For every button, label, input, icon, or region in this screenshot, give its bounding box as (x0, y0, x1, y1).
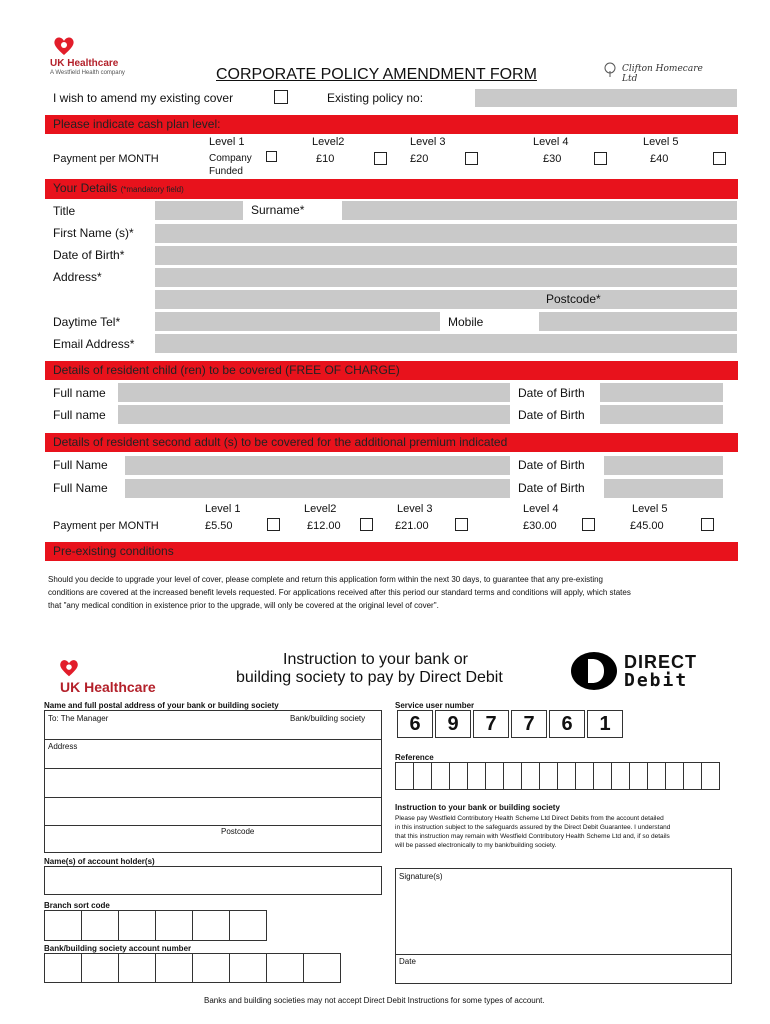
adult-level-2-checkbox[interactable] (360, 518, 373, 531)
dd-address-label: Address (48, 742, 78, 751)
service-user-digit: 1 (587, 710, 623, 738)
acctnum-cell[interactable] (192, 953, 230, 983)
partner-name: Clifton Homecare Ltd (622, 64, 703, 84)
service-user-number (397, 710, 627, 740)
adult-level-5-checkbox[interactable] (701, 518, 714, 531)
your-details-title: Your Details (53, 181, 118, 195)
adult-2-name-field[interactable] (125, 479, 510, 498)
refboxes-cell[interactable] (575, 762, 594, 790)
acctnum-cell[interactable] (155, 953, 193, 983)
mobile-label: Mobile (448, 315, 484, 329)
refboxes-cell[interactable] (431, 762, 450, 790)
heart-logo-icon (52, 34, 76, 58)
direct-debit-mark-icon (570, 651, 618, 691)
first-name-field[interactable] (155, 224, 737, 243)
dob-field[interactable] (155, 246, 737, 265)
children-header: Details of resident child (ren) to be covered (FREE OF CHARGE) (45, 361, 738, 380)
refboxes-cell[interactable] (701, 762, 720, 790)
adult-level-5-label: Level 5 (632, 503, 668, 515)
preexisting-text-1: Should you decide to upgrade your level of cover, please complete and return this application form within the next 30 days, to guarantee that any pre-existing (48, 575, 604, 584)
acctnum-cell[interactable] (229, 953, 267, 983)
direct-debit-logo (570, 650, 736, 692)
first-name-label: First Name (s)* (53, 226, 134, 240)
service-user-digit: 9 (435, 710, 471, 738)
reference-boxes[interactable] (395, 762, 731, 790)
account-holders-label: Name(s) of account holder(s) (44, 857, 155, 866)
refboxes-cell[interactable] (539, 762, 558, 790)
child-2-name-label: Full name (53, 408, 106, 422)
adult-1-name-field[interactable] (125, 456, 510, 475)
instruction-text-2: in this instruction subject to the safeguards assured by the Direct Debit Guarantee. I understand (395, 824, 671, 831)
instruction-text-4: will be passed electronically to my bank/building society. (395, 842, 557, 849)
sortcode-cell[interactable] (155, 910, 193, 941)
cash-plan-level-1-price: Company (209, 153, 252, 164)
refboxes-cell[interactable] (557, 762, 576, 790)
address-label: Address* (53, 270, 102, 284)
adult-level-1-price: £5.50 (205, 520, 233, 532)
partner-logo (602, 62, 712, 84)
amend-checkbox[interactable] (274, 90, 288, 104)
surname-label: Surname* (251, 203, 305, 217)
adult-level-3-price: £21.00 (395, 520, 429, 532)
acctnum-cell[interactable] (303, 953, 341, 983)
refboxes-cell[interactable] (647, 762, 666, 790)
adult-1-dob-field[interactable] (604, 456, 723, 475)
cash-plan-level-5-label: Level 5 (643, 136, 679, 148)
account-holders-field[interactable] (44, 866, 382, 895)
account-number-label: Bank/building society account number (44, 944, 192, 953)
refboxes-cell[interactable] (593, 762, 612, 790)
service-user-digit: 7 (473, 710, 509, 738)
tree-logo-icon (602, 62, 618, 78)
dd-logo-line-1: DIRECT (624, 652, 697, 672)
title-label: Title (53, 204, 76, 218)
dd-postcode-label: Postcode (221, 827, 255, 836)
date-label: Date (399, 957, 416, 966)
to-manager-label: To: The Manager (48, 714, 109, 723)
address-field-2[interactable] (155, 290, 737, 309)
adult-level-2-price: £12.00 (307, 520, 341, 532)
mandatory-note: (*mandatory field) (120, 185, 184, 194)
adult-level-3-checkbox[interactable] (455, 518, 468, 531)
cash-plan-level-2-price: £10 (316, 153, 335, 165)
reference-label: Reference (395, 753, 434, 762)
sortcode-cell[interactable] (118, 910, 156, 941)
child-1-name-field[interactable] (118, 383, 510, 402)
title-field[interactable] (155, 201, 243, 220)
adult-level-4-checkbox[interactable] (582, 518, 595, 531)
acctnum-cell[interactable] (266, 953, 304, 983)
existing-policy-label: Existing policy no: (327, 91, 424, 105)
cash-plan-level-1-price-2: Funded (209, 166, 243, 177)
service-user-digit: 6 (397, 710, 433, 738)
adult-2-dob-label: Date of Birth (518, 481, 585, 495)
sortcode-cell[interactable] (81, 910, 119, 941)
service-user-digit: 7 (511, 710, 547, 738)
preexisting-text-2: conditions are covered at the increased benefit levels requested. For applications received after this period our standard terms and conditions will apply, which states (48, 588, 631, 597)
cash-plan-level-1-label: Level 1 (209, 136, 245, 148)
cash-plan-header: Please indicate cash plan level: (45, 115, 738, 134)
cash-plan-level-5-checkbox[interactable] (713, 152, 726, 165)
mobile-field[interactable] (539, 312, 737, 331)
sort-code-boxes[interactable] (44, 910, 269, 941)
amend-label: I wish to amend my existing cover (53, 91, 234, 105)
cash-plan-level-4-label: Level 4 (533, 136, 569, 148)
refboxes-cell[interactable] (683, 762, 702, 790)
adult-2-name-label: Full Name (53, 481, 108, 495)
bank-address-label: Name and full postal address of your bank or building society (44, 701, 279, 710)
instruction-text-1: Please pay Westfield Contributory Health Scheme Ltd Direct Debits from the account detailed (395, 815, 664, 822)
dd-brand-name: UK Healthcare (60, 679, 156, 695)
sortcode-cell[interactable] (192, 910, 230, 941)
refboxes-cell[interactable] (665, 762, 684, 790)
cash-plan-level-3-price: £20 (410, 153, 429, 165)
adults-header: Details of resident second adult (s) to be covered for the additional premium indicated (45, 433, 738, 452)
refboxes-cell[interactable] (629, 762, 648, 790)
sort-code-label: Branch sort code (44, 901, 110, 910)
cash-plan-level-3-checkbox[interactable] (465, 152, 478, 165)
refboxes-cell[interactable] (503, 762, 522, 790)
adult-2-dob-field[interactable] (604, 479, 723, 498)
existing-policy-field[interactable] (475, 89, 737, 107)
acctnum-cell[interactable] (44, 953, 82, 983)
your-details-header (45, 179, 738, 199)
service-user-label: Service user number (395, 701, 475, 710)
service-user-digit: 6 (549, 710, 585, 738)
bank-address-box[interactable] (44, 710, 382, 853)
preexisting-header: Pre-existing conditions (45, 542, 738, 561)
daytime-tel-field[interactable] (155, 312, 440, 331)
page-title: CORPORATE POLICY AMENDMENT FORM (216, 66, 537, 83)
adult-level-1-label: Level 1 (205, 503, 241, 515)
child-1-dob-field[interactable] (600, 383, 723, 402)
child-1-name-label: Full name (53, 386, 106, 400)
brand-name: UK Healthcare (50, 58, 119, 69)
daytime-tel-label: Daytime Tel* (53, 315, 121, 329)
adult-level-4-label: Level 4 (523, 503, 559, 515)
dd-heart-logo-icon (58, 657, 80, 679)
cash-plan-level-2-checkbox[interactable] (374, 152, 387, 165)
refboxes-cell[interactable] (521, 762, 540, 790)
sortcode-cell[interactable] (44, 910, 82, 941)
dd-footer-note: Banks and building societies may not accept Direct Debit Instructions for some types of account. (204, 996, 545, 1005)
email-field[interactable] (155, 334, 737, 353)
adult-level-5-price: £45.00 (630, 520, 664, 532)
sortcode-cell[interactable] (229, 910, 267, 941)
instruction-label: Instruction to your bank or building society (395, 803, 560, 812)
email-label: Email Address* (53, 337, 135, 351)
cash-plan-level-5-price: £40 (650, 153, 669, 165)
child-1-dob-label: Date of Birth (518, 386, 585, 400)
dd-heading-2: building society to pay by Direct Debit (236, 669, 503, 686)
brand-subtitle: A Westfield Health company (50, 70, 125, 76)
adult-level-1-checkbox[interactable] (267, 518, 280, 531)
adult-level-2-label: Level2 (304, 503, 337, 515)
signature-label: Signature(s) (399, 872, 443, 881)
refboxes-cell[interactable] (449, 762, 468, 790)
child-2-dob-label: Date of Birth (518, 408, 585, 422)
address-field[interactable] (155, 268, 737, 287)
adult-level-3-label: Level 3 (397, 503, 433, 515)
adult-payment-label: Payment per MONTH (53, 520, 159, 532)
acctnum-cell[interactable] (81, 953, 119, 983)
signature-box[interactable] (395, 868, 732, 984)
cash-plan-level-1-checkbox[interactable] (266, 151, 277, 162)
postcode-label: Postcode* (546, 292, 601, 306)
adult-level-4-price: £30.00 (523, 520, 557, 532)
cash-plan-level-4-checkbox[interactable] (594, 152, 607, 165)
cash-plan-level-4-price: £30 (543, 153, 562, 165)
brand-logo (50, 34, 140, 80)
cash-plan-level-3-label: Level 3 (410, 136, 446, 148)
adult-1-name-label: Full Name (53, 458, 108, 472)
surname-field[interactable] (342, 201, 737, 220)
dd-logo-line-2: Debit (624, 670, 689, 691)
refboxes-cell[interactable] (413, 762, 432, 790)
child-2-name-field[interactable] (118, 405, 510, 424)
dd-heading-1: Instruction to your bank or (283, 651, 468, 668)
refboxes-cell[interactable] (611, 762, 630, 790)
adult-1-dob-label: Date of Birth (518, 458, 585, 472)
dob-label: Date of Birth* (53, 248, 125, 262)
child-2-dob-field[interactable] (600, 405, 723, 424)
refboxes-cell[interactable] (485, 762, 504, 790)
refboxes-cell[interactable] (467, 762, 486, 790)
instruction-text-3: that this instruction may remain with Westfield Contributory Health Scheme Ltd and, if so details (395, 833, 670, 840)
cash-plan-payment-label: Payment per MONTH (53, 153, 159, 165)
account-number-boxes[interactable] (44, 953, 345, 983)
preexisting-text-3: that "any medical condition in existence prior to the upgrade, will only be covered at the original level of cover". (48, 601, 439, 610)
bank-society-label: Bank/building society (290, 714, 366, 723)
cash-plan-level-2-label: Level2 (312, 136, 345, 148)
acctnum-cell[interactable] (118, 953, 156, 983)
refboxes-cell[interactable] (395, 762, 414, 790)
